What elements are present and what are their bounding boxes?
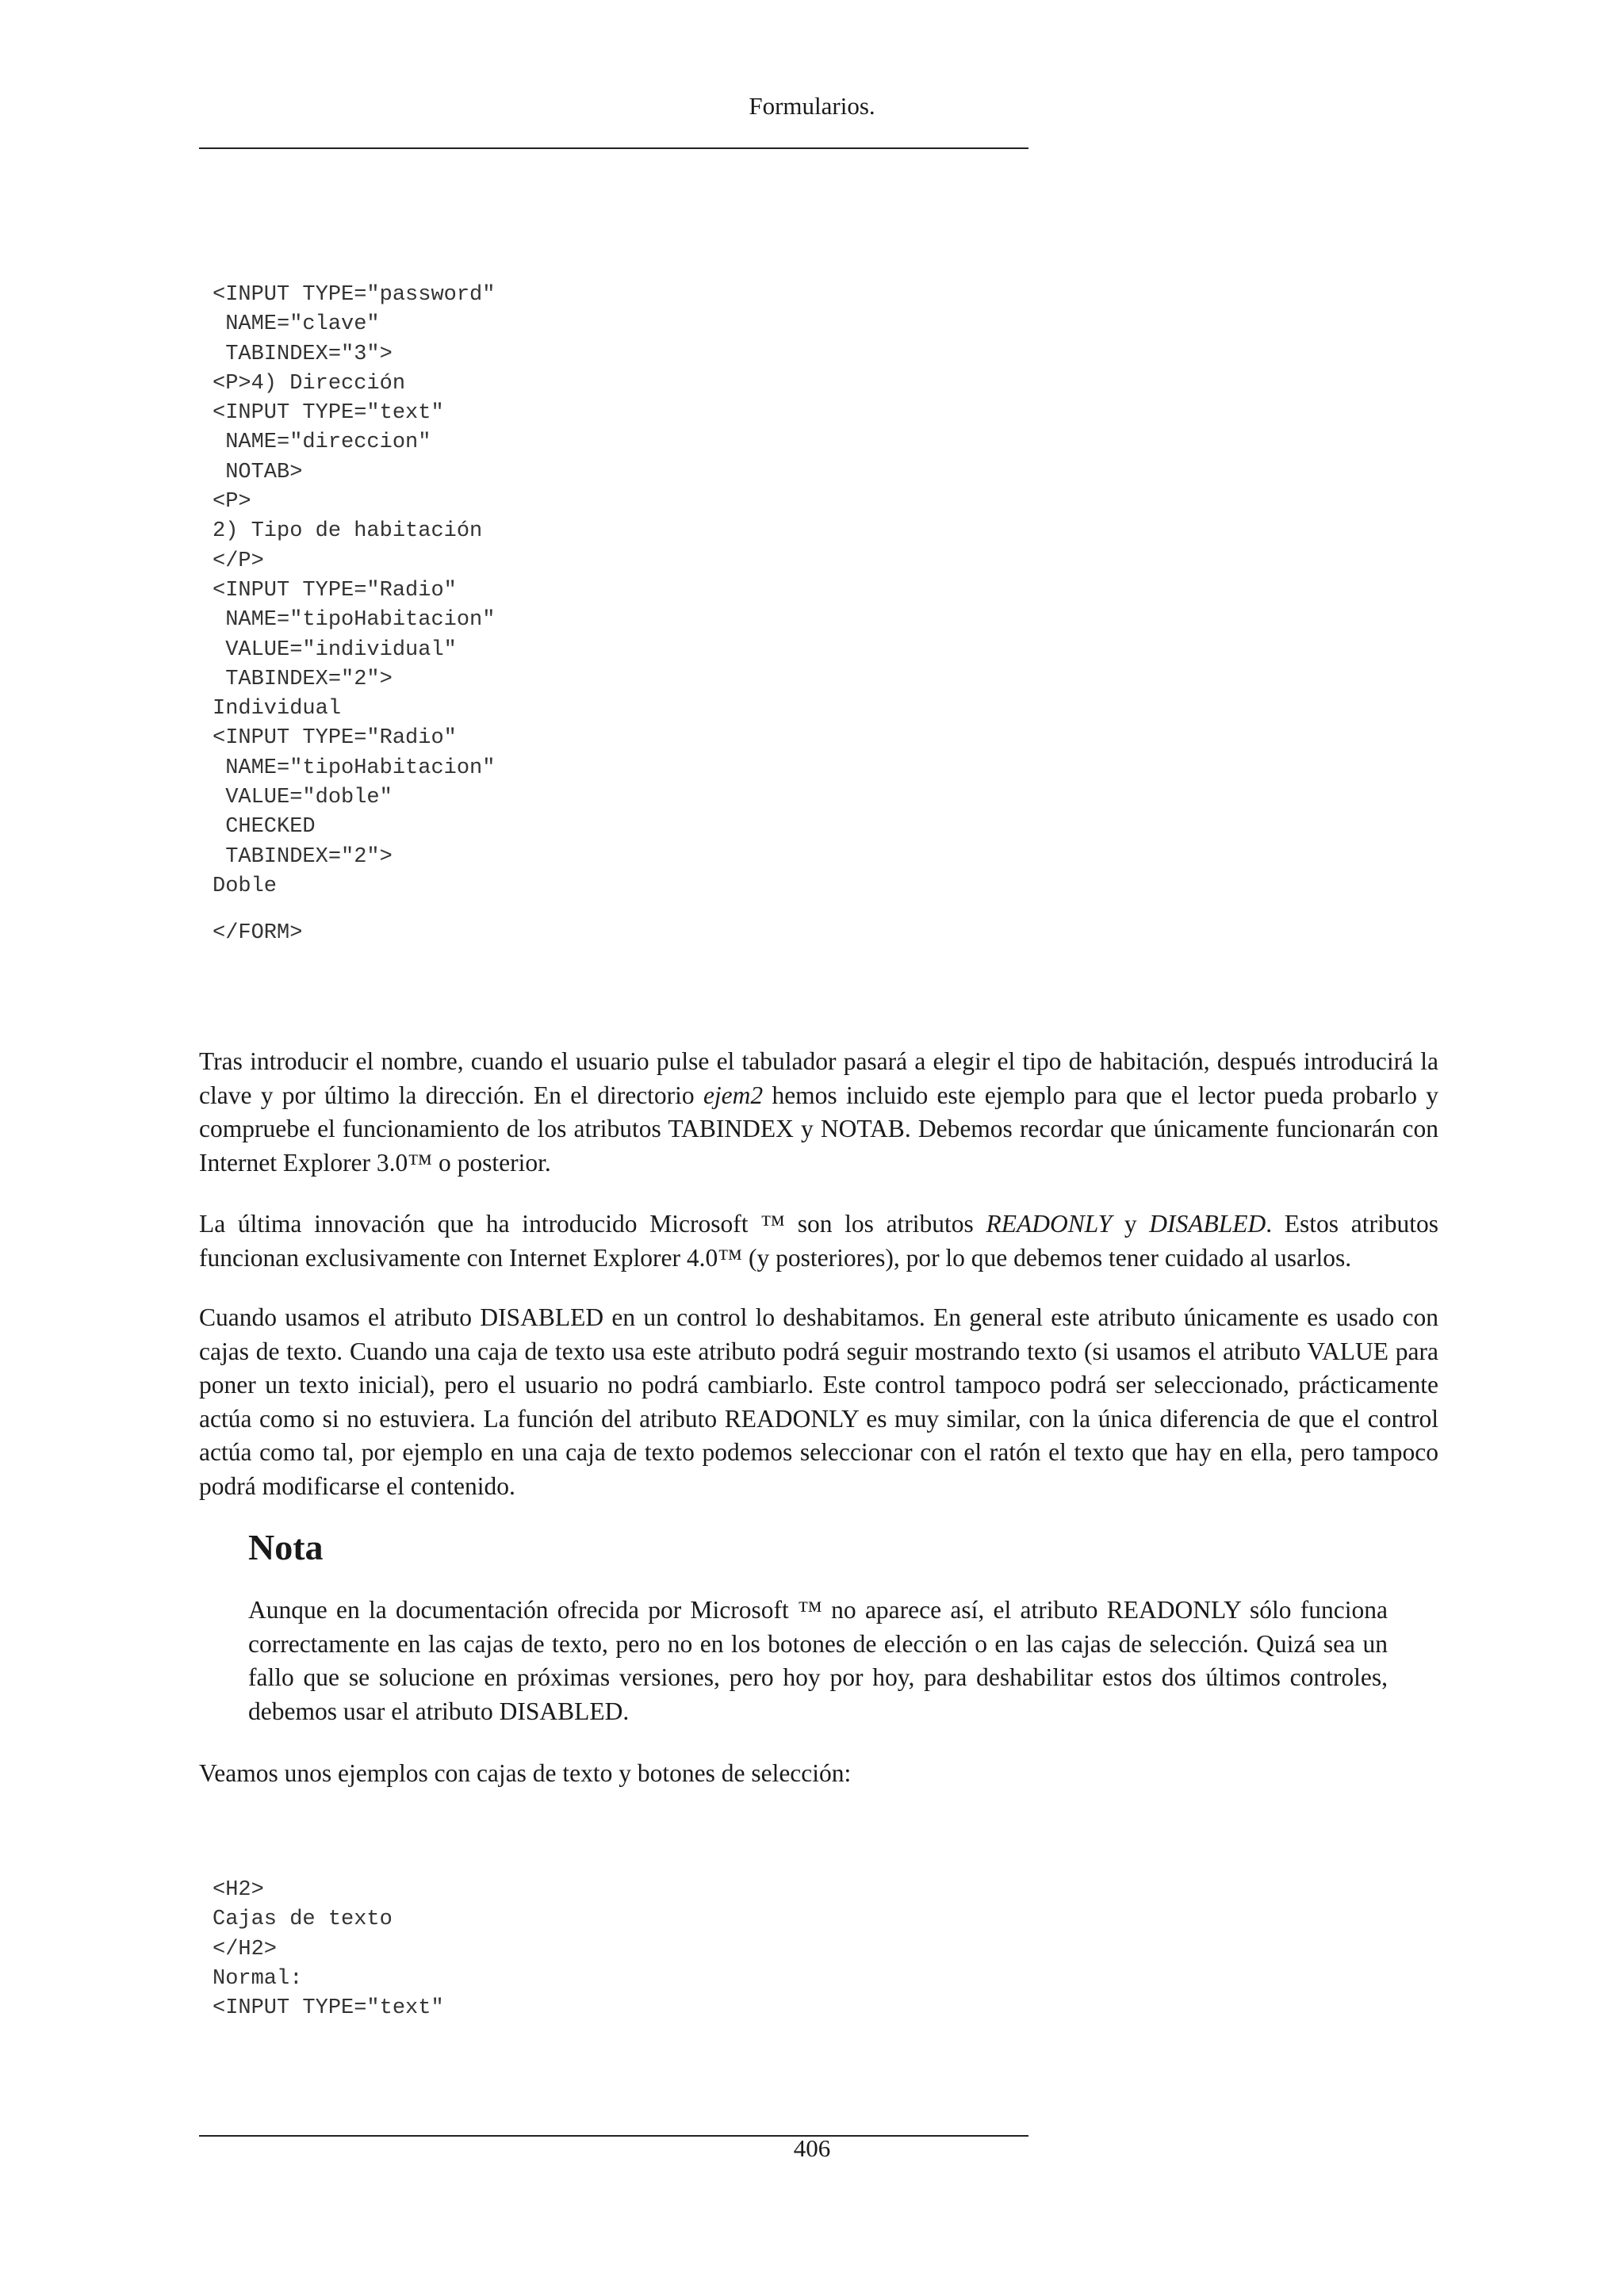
code-line: VALUE="individual" — [213, 637, 457, 662]
code-line: <P>4) Dirección — [213, 371, 406, 396]
code-line: NAME="tipoHabitacion" — [213, 756, 496, 780]
code-line: <INPUT TYPE="password" — [213, 283, 496, 307]
paragraph-tabindex — [199, 1045, 1438, 1180]
code-line: TABINDEX="3"> — [213, 342, 393, 366]
code-line: <INPUT TYPE="text" — [213, 1996, 444, 2021]
note-body: Aunque en la documentación ofrecida por Microsoft ™ no aparece así, el atributo READONLY sólo funciona correctamente en las cajas de texto, pero no en los botones de elección o en las cajas de selección. Quizá sea un fallo que se solucione en próximas versiones, pero hoy por hoy, para deshabilitar estos dos últimos controles, debemos usar el atributo DISABLED. — [248, 1596, 1388, 1725]
paragraph-disabled-explanation: Cuando usamos el atributo DISABLED en un control lo deshabitamos. En general este atributo únicamente es usado con cajas de texto. Cuando una caja de texto usa este atributo podrá seguir mostrando texto (si usamos el atributo VALUE para poner un texto inicial), pero el usuario no podrá cambiarlo. Este control tampoco podrá ser seleccionado, prácticamente actúa como si no estuviera. La función del atributo READONLY es muy similar, con la única diferencia de que el control actúa como tal, por ejemplo en una caja de texto podemos seleccionar con el ratón el texto que hay en ella, pero tampoco podrá modificarse el contenido. — [199, 1303, 1438, 1500]
running-head: Formularios. — [749, 92, 875, 120]
attribute-name: READONLY — [986, 1210, 1113, 1238]
code-line: <H2> — [213, 1878, 264, 1902]
code-block-text-boxes — [213, 1876, 444, 2023]
code-line: </H2> — [213, 1937, 278, 1961]
code-line: NOTAB> — [213, 460, 303, 484]
code-line: Doble — [213, 874, 278, 898]
code-line: <P> — [213, 490, 251, 515]
code-line: </P> — [213, 549, 264, 573]
code-line: NAME="clave" — [213, 312, 380, 337]
note-title: Nota — [248, 1527, 324, 1567]
code-line: Normal: — [213, 1966, 303, 1991]
code-line: </FORM> — [213, 921, 303, 946]
code-line: <INPUT TYPE="Radio" — [213, 726, 457, 751]
paragraph-text: . Estos atributos funcionan exclusivamente con Internet Explorer 4.0™ (y posteriores), por lo que debemos tener cuidado al usarlos. — [199, 1210, 1438, 1272]
header-rule — [199, 147, 1028, 149]
paragraph-text: hemos incluido este ejemplo para que el lector pueda probarlo y compruebe el funcionamiento de los atributos TABINDEX y NOTAB. Debemos recordar que únicamente funcionarán con Internet Explorer 3.0™ o posterior. — [199, 1081, 1438, 1177]
code-line: NAME="direccion" — [213, 430, 431, 455]
code-line: Individual — [213, 697, 342, 721]
paragraph-examples-intro: Veamos unos ejemplos con cajas de texto y botones de selección: — [199, 1759, 852, 1787]
code-line: CHECKED — [213, 815, 316, 840]
code-line: NAME="tipoHabitacion" — [213, 608, 496, 633]
paragraph-text: Tras introducir el nombre, cuando el usuario pulse el tabulador pasará a elegir el tipo de habitación, después introducirá la clave y por último la dirección. En el directorio — [199, 1047, 1438, 1109]
attribute-name: DISABLED — [1149, 1210, 1266, 1238]
code-line: TABINDEX="2"> — [213, 844, 393, 869]
code-line: <INPUT TYPE="Radio" — [213, 578, 457, 603]
code-block-form-fields — [213, 281, 495, 949]
code-line: VALUE="doble" — [213, 786, 393, 810]
code-line: 2) Tipo de habitación — [213, 519, 483, 544]
paragraph-text: y — [1112, 1210, 1150, 1238]
directory-name: ejem2 — [703, 1081, 764, 1109]
code-line: Cajas de texto — [213, 1908, 393, 1932]
code-line — [213, 901, 495, 919]
page-number: 406 — [793, 2134, 831, 2162]
code-line: TABINDEX="2"> — [213, 667, 393, 691]
code-line: <INPUT TYPE="text" — [213, 401, 444, 426]
paragraph-text: La última innovación que ha introducido Microsoft ™ son los atributos — [199, 1210, 986, 1238]
paragraph-readonly-disabled — [199, 1207, 1438, 1275]
